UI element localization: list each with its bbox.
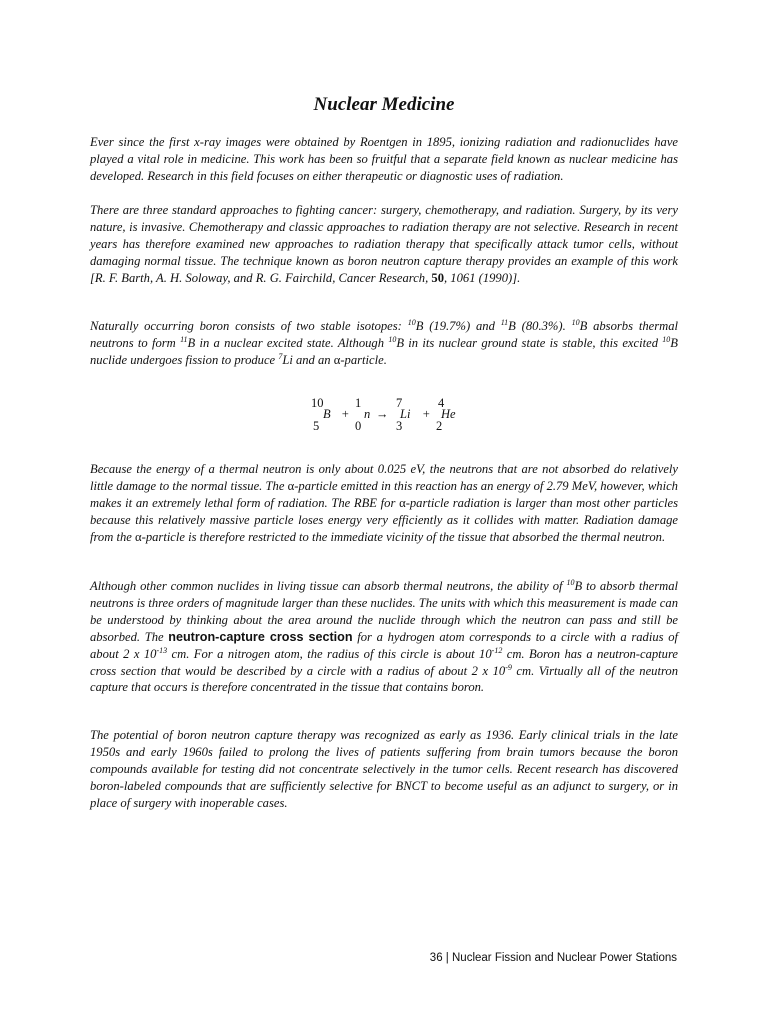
text-run: cm. For a nitrogen atom, the radius of this circle is about 10 bbox=[167, 646, 492, 661]
text-run: for a hydrogen atom corresponds to a circle with a radius of about 2 x 10 bbox=[90, 629, 678, 661]
text-run: B absorbs thermal neutrons to form bbox=[90, 319, 678, 350]
citation-volume: 50 bbox=[431, 270, 444, 285]
mass-number: 7 bbox=[278, 351, 283, 361]
paragraph-cross-section bbox=[90, 578, 678, 696]
page-footer bbox=[430, 952, 677, 964]
text-run: -particle emitted in this reaction has an energy of 2.79 MeV, however, which makes it an extremely lethal form of radiation. The RBE for bbox=[90, 478, 678, 510]
text-run: Although other common nuclides in living tissue can absorb thermal neutrons, the ability of bbox=[90, 579, 567, 593]
reaction-arrow-icon: → bbox=[376, 407, 389, 421]
text-run: Naturally occurring boron consists of two stable isotopes: bbox=[90, 319, 408, 333]
page-number: 36 bbox=[429, 952, 443, 964]
paragraph-cancer-approaches bbox=[90, 202, 678, 287]
paragraph-intro: Ever since the first x-ray images were obtained by Roentgen in 1895, ionizing radiation and radionuclides have played a vital role in medicine. This work has been so fruitful that a separate field known as nuclear medicine has developed. Research in this field focuses on either therapeutic or diagnostic uses of radiation. bbox=[90, 135, 678, 183]
alpha-symbol: α bbox=[135, 529, 142, 544]
mass-number: 10 bbox=[571, 318, 580, 327]
neutron-symbol: n bbox=[364, 407, 371, 421]
paragraph-text: There are three standard approaches to fighting cancer: surgery, chemotherapy, and radiation. Surgery, by its very nature, is invasive. Chemotherapy and classic approaches to radiation therapy are not selective. Research in recent years has therefore examined new approaches to radiation therapy that specifically attack tumor cells, without damaging normal tissue. The technique known as boron neutron capture therapy provides an example of this work [R. F. Barth, A. H. Soloway, and R. G. Fairchild, Cancer Research, bbox=[90, 203, 678, 285]
key-term: neutron-capture cross section bbox=[168, 629, 353, 644]
text-run: -particle. bbox=[340, 352, 387, 367]
text-run: B nuclide undergoes fission to produce bbox=[90, 335, 678, 367]
text-run: B (80.3%). bbox=[508, 319, 572, 333]
citation-tail: , 1061 (1990)]. bbox=[444, 270, 521, 285]
text-run: Because the energy of a thermal neutron is only about 0.025 eV, the neutrons that are not absorbed do relatively little damage to the normal tissue. The bbox=[90, 462, 678, 493]
text-run: B (19.7%) and bbox=[415, 319, 501, 333]
text-run: B in a nuclear excited state. Although bbox=[187, 335, 389, 350]
lithium-symbol: Li bbox=[400, 407, 411, 421]
page-title: Nuclear Medicine bbox=[313, 94, 455, 115]
boron-symbol: B bbox=[323, 407, 331, 421]
lithium-atomic-number: 3 bbox=[396, 419, 403, 433]
text-run: cm. Boron has a neutron-capture cross section that would be described by a circle with a radius of about 2 x 10 bbox=[90, 646, 678, 678]
text-run: -particle radiation is larger than most other particles because this relatively massive particle loses energy very efficiently as it collides with matter. Radiation damage from the bbox=[90, 495, 679, 544]
helium-symbol: He bbox=[441, 407, 456, 421]
exponent: -12 bbox=[491, 645, 503, 655]
mass-number: 11 bbox=[500, 318, 509, 327]
mass-number: 10 bbox=[566, 578, 575, 587]
plus-sign: + bbox=[422, 407, 431, 421]
neutron-mass-number: 1 bbox=[355, 396, 362, 410]
helium-mass-number: 4 bbox=[438, 396, 445, 410]
alpha-symbol: α bbox=[399, 495, 406, 510]
text-run: B in its nuclear ground state is stable, this excited bbox=[396, 335, 663, 350]
exponent: -9 bbox=[505, 662, 512, 672]
helium-atomic-number: 2 bbox=[436, 419, 443, 433]
paragraph-boron-isotopes bbox=[90, 318, 678, 369]
paragraph-thermal-neutron bbox=[90, 461, 678, 546]
mass-number: 11 bbox=[180, 334, 188, 344]
book-title: Nuclear Fission and Nuclear Power Stations bbox=[452, 952, 677, 964]
text-run: cm. Virtually all of the neutron capture that occurs is therefore concentrated in the tissue that contains boron. bbox=[90, 663, 678, 695]
boron-atomic-number: 5 bbox=[313, 419, 320, 433]
text-run: Li and an bbox=[282, 352, 334, 367]
paragraph-bnct-history: The potential of boron neutron capture therapy was recognized as early as 1936. Early clinical trials in the late 1950s and early 1960s failed to prolong the lives of patients suffering from brain tumors because the boron compounds available for testing did not concentrate selectively in the tumor cells. Recent research has discovered boron-labeled compounds that are sufficiently selective for BNCT to become useful as an adjunct to surgery, or in place of surgery with inoperable cases. bbox=[90, 728, 678, 810]
neutron-charge-number: 0 bbox=[355, 419, 362, 433]
mass-number: 10 bbox=[662, 334, 671, 344]
text-run: B to absorb thermal neutrons is three orders of magnitude larger than these nuclides. The units with which this measurement is made can be understood by thinking about the area around the nuclide through which the neutron can pass and still be absorbed. The bbox=[90, 579, 679, 644]
nuclear-reaction-equation bbox=[300, 396, 480, 436]
text-run: -particle is therefore restricted to the immediate vicinity of the tissue that absorbed the thermal neutron. bbox=[141, 529, 666, 544]
mass-number: 10 bbox=[407, 318, 416, 327]
exponent: -13 bbox=[156, 645, 168, 655]
lithium-mass-number: 7 bbox=[396, 396, 403, 410]
footer-separator: | bbox=[445, 952, 449, 964]
mass-number: 10 bbox=[388, 334, 397, 344]
boron-mass-number: 10 bbox=[311, 396, 324, 410]
alpha-symbol: α bbox=[333, 352, 341, 367]
alpha-symbol: α bbox=[287, 478, 295, 493]
plus-sign: + bbox=[341, 407, 350, 421]
